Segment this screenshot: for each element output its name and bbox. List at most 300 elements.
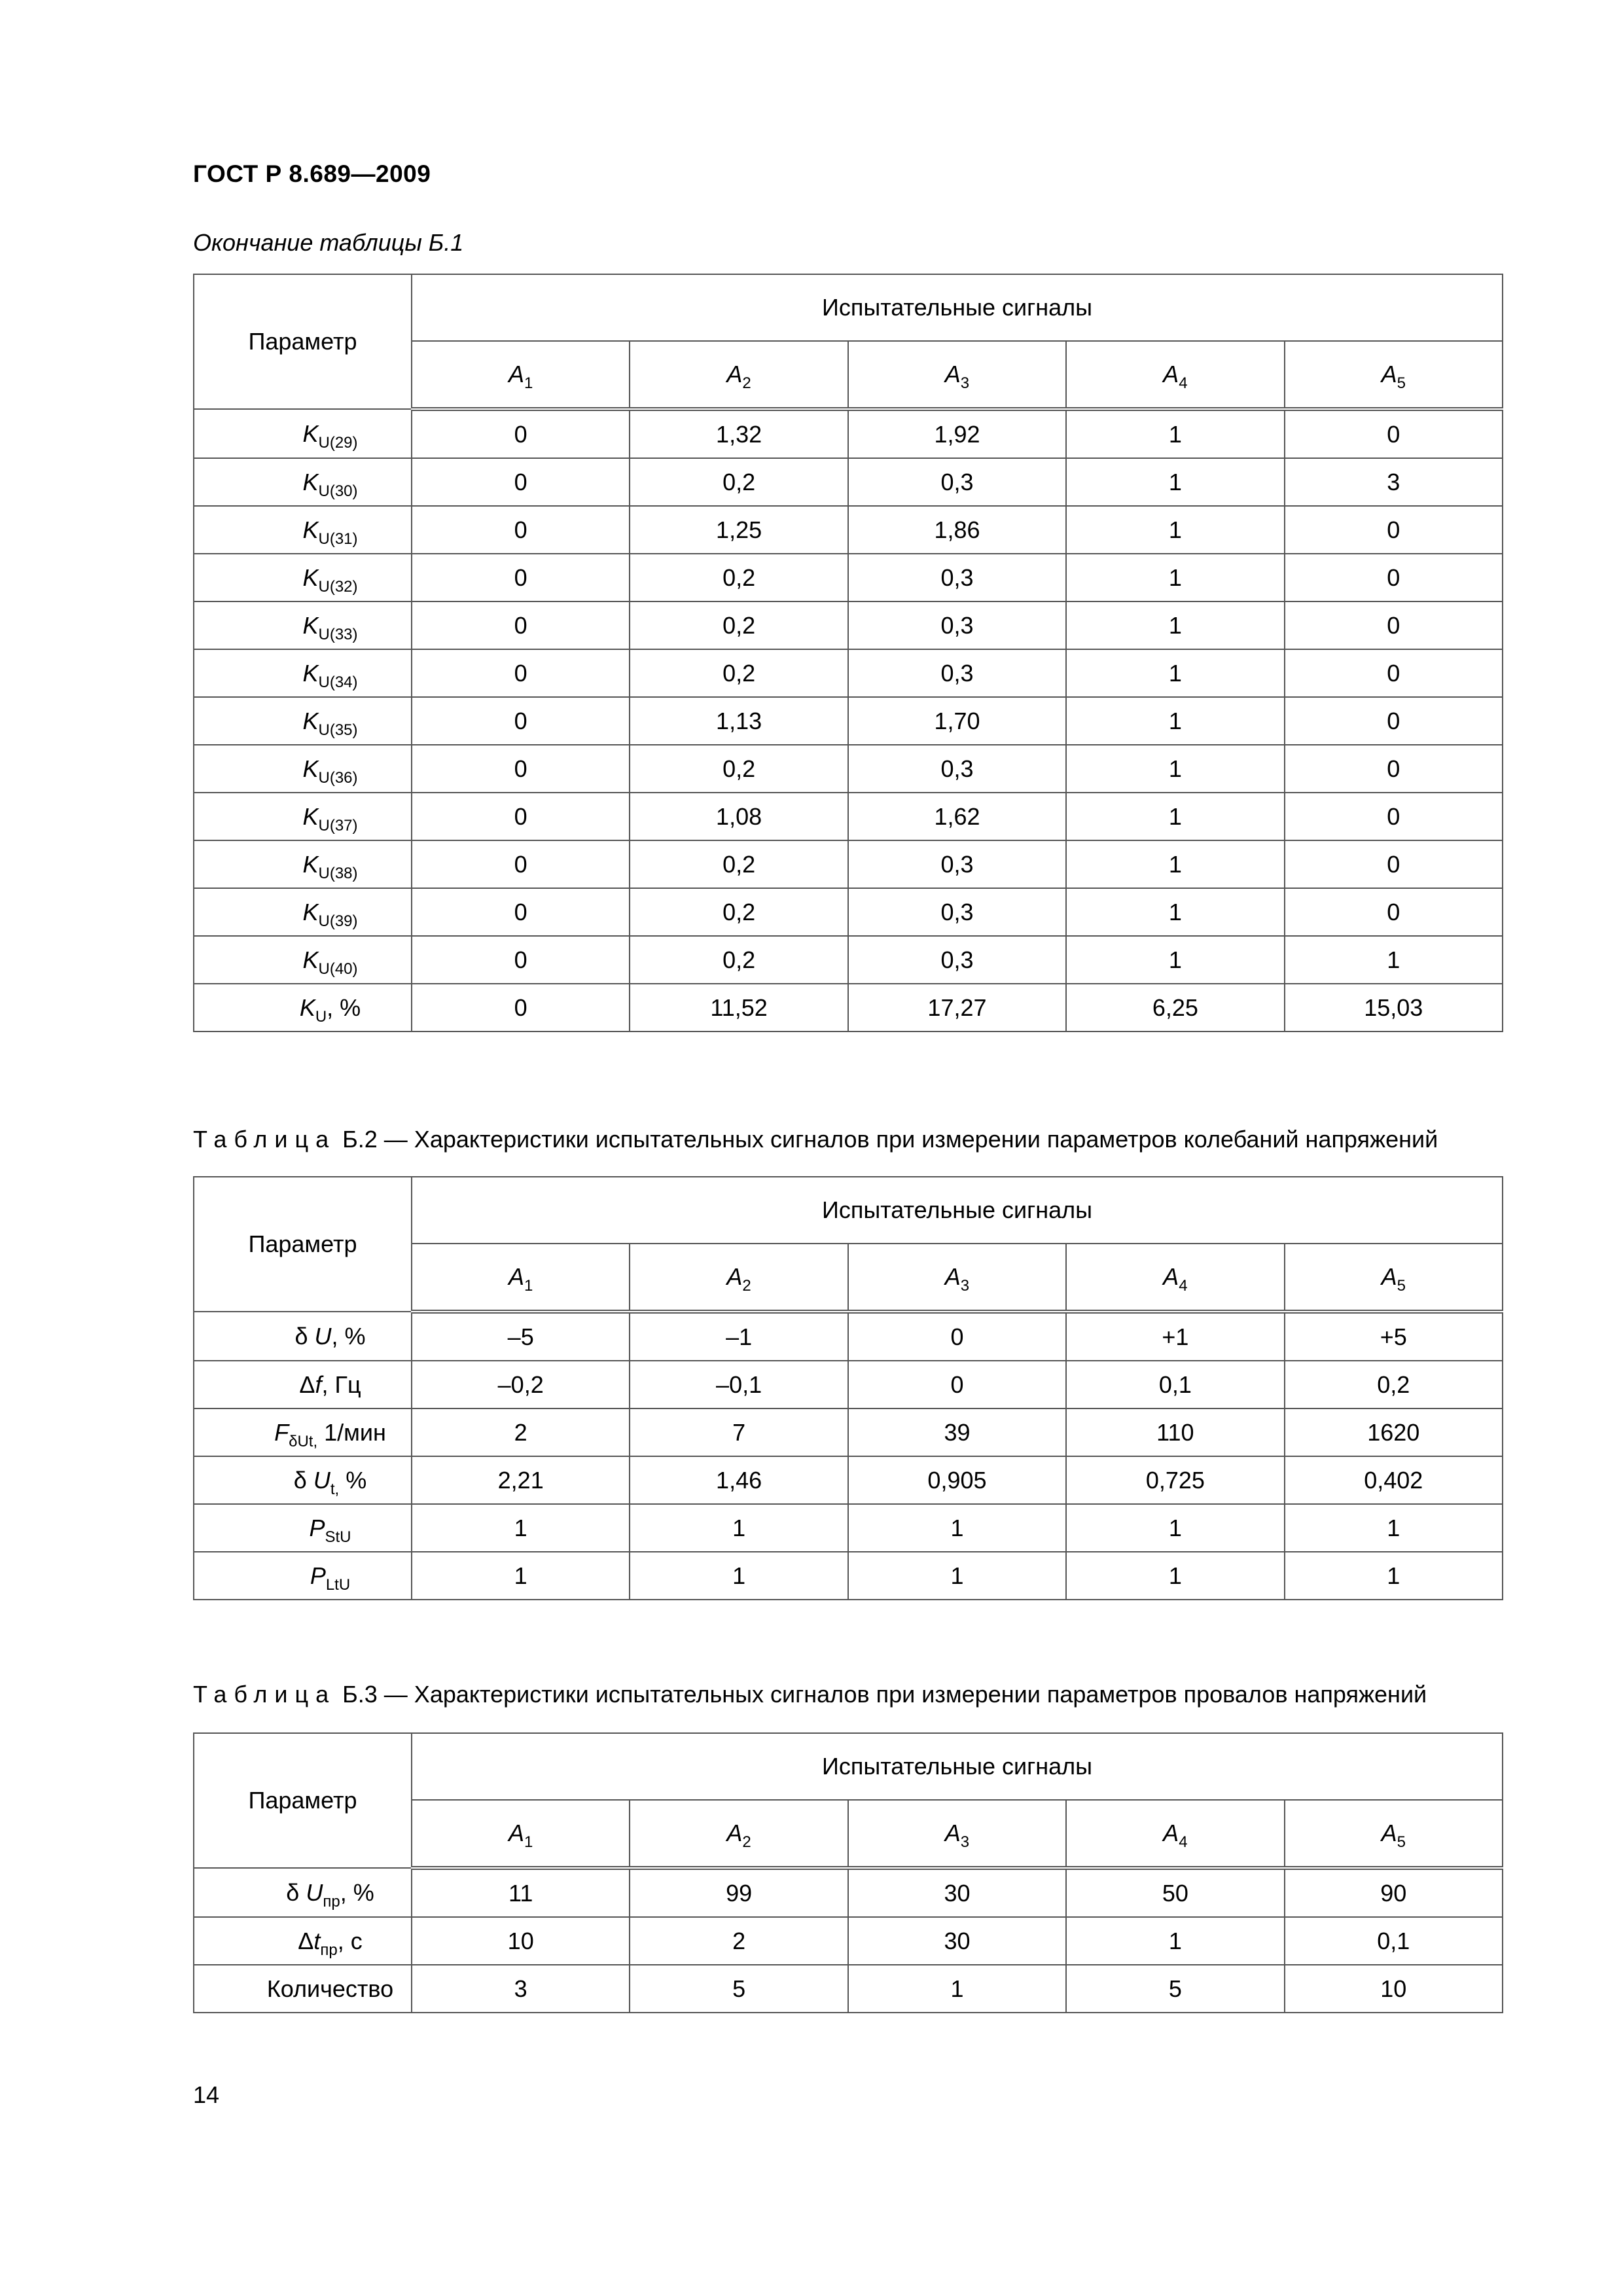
- value-cell: 1: [1066, 888, 1284, 936]
- column-header: [630, 1244, 847, 1312]
- param-symbol: K: [302, 898, 319, 925]
- value-cell: +5: [1285, 1312, 1503, 1361]
- param-symbol: K: [302, 420, 319, 447]
- signal-label: [726, 1263, 751, 1295]
- column-header: [630, 1800, 847, 1868]
- param-symbol: A: [1381, 1263, 1397, 1290]
- param-label: [310, 1562, 351, 1594]
- param-prefix: δ: [286, 1878, 306, 1906]
- param-suffix: , Гц: [321, 1371, 361, 1398]
- param-header: Параметр: [194, 1733, 412, 1868]
- table-b3: [193, 1732, 1503, 2013]
- value-cell: –5: [412, 1312, 630, 1361]
- signal-label: [1163, 1263, 1188, 1295]
- param-suffix: %: [339, 1466, 367, 1494]
- param-subscript: 4: [1179, 374, 1188, 392]
- header-row: [194, 274, 1503, 341]
- signal-label: [1381, 1820, 1406, 1851]
- value-cell: 2: [630, 1917, 847, 1965]
- param-label: [294, 1323, 365, 1350]
- param-suffix: Количество: [266, 1975, 394, 2002]
- value-cell: 1: [1066, 840, 1284, 888]
- column-header: [1066, 341, 1284, 409]
- value-cell: 1: [412, 1552, 630, 1600]
- param-cell: [194, 1456, 412, 1504]
- param-header: Параметр: [194, 1177, 412, 1312]
- value-cell: 0: [412, 840, 630, 888]
- value-cell: 1: [848, 1552, 1066, 1600]
- param-subscript: U(30): [318, 482, 358, 500]
- param-label: [302, 946, 358, 978]
- param-symbol: A: [508, 1820, 525, 1846]
- group-header: Испытательные сигналы: [412, 1177, 1503, 1244]
- value-cell: 0,725: [1066, 1456, 1284, 1504]
- param-symbol: U: [314, 1322, 332, 1350]
- param-symbol: P: [309, 1514, 325, 1541]
- param-symbol: A: [1381, 361, 1397, 387]
- signal-label: [508, 1820, 533, 1851]
- table-row: [194, 793, 1503, 840]
- value-cell: 1: [1066, 1917, 1284, 1965]
- param-label: [302, 468, 358, 500]
- value-cell: 0,1: [1066, 1361, 1284, 1408]
- table-row: [194, 888, 1503, 936]
- value-cell: 0: [412, 601, 630, 649]
- param-cell: [194, 1965, 412, 2013]
- signal-label: [944, 1263, 970, 1295]
- value-cell: 0,2: [630, 554, 847, 601]
- value-cell: 1,86: [848, 506, 1066, 554]
- param-subscript: 2: [742, 1833, 751, 1851]
- param-label: [293, 1466, 367, 1498]
- value-cell: 0,3: [848, 745, 1066, 793]
- value-cell: 7: [630, 1408, 847, 1456]
- param-subscript: U(38): [318, 864, 358, 882]
- table2-caption: [193, 1126, 1438, 1153]
- value-cell: 3: [1285, 458, 1503, 506]
- param-label: [302, 659, 358, 691]
- signal-label: [1381, 361, 1406, 392]
- value-cell: 0: [412, 409, 630, 458]
- param-label: [299, 1371, 361, 1398]
- value-cell: 0,2: [1285, 1361, 1503, 1408]
- param-subscript: 4: [1179, 1833, 1188, 1851]
- value-cell: 1620: [1285, 1408, 1503, 1456]
- value-cell: 1: [1066, 506, 1284, 554]
- param-subscript: U(35): [318, 721, 358, 739]
- param-cell: [194, 840, 412, 888]
- value-cell: 1: [1066, 649, 1284, 697]
- value-cell: 0: [412, 554, 630, 601]
- column-header: [412, 341, 630, 409]
- param-label: [302, 516, 358, 548]
- document-header: ГОСТ Р 8.689—2009: [193, 160, 431, 187]
- param-subscript: U(37): [318, 816, 358, 834]
- table-row: [194, 984, 1503, 1031]
- param-label: [302, 707, 358, 739]
- value-cell: 50: [1066, 1868, 1284, 1917]
- param-symbol: A: [508, 1263, 525, 1290]
- value-cell: 1,25: [630, 506, 847, 554]
- param-symbol: K: [302, 946, 319, 973]
- column-header: [630, 341, 847, 409]
- param-symbol: U: [313, 1466, 330, 1494]
- param-cell: [194, 1504, 412, 1552]
- param-symbol: A: [726, 361, 743, 387]
- param-label: [302, 898, 358, 930]
- column-header: [1285, 1244, 1503, 1312]
- param-subscript: LtU: [325, 1575, 351, 1594]
- table-row: [194, 554, 1503, 601]
- table-row: [194, 1361, 1503, 1408]
- value-cell: 5: [630, 1965, 847, 2013]
- value-cell: 0,3: [848, 458, 1066, 506]
- signal-label: [944, 1820, 970, 1851]
- value-cell: 0: [1285, 793, 1503, 840]
- value-cell: 1: [1285, 1552, 1503, 1600]
- param-suffix: , %: [331, 1322, 366, 1350]
- value-cell: 1: [1066, 458, 1284, 506]
- value-cell: –0,1: [630, 1361, 847, 1408]
- param-symbol: K: [302, 802, 319, 830]
- table-row: [194, 745, 1503, 793]
- value-cell: 0,3: [848, 554, 1066, 601]
- value-cell: –0,2: [412, 1361, 630, 1408]
- param-cell: [194, 1361, 412, 1408]
- param-label: [302, 802, 358, 834]
- value-cell: 1,92: [848, 409, 1066, 458]
- table-row: [194, 601, 1503, 649]
- value-cell: 0,3: [848, 888, 1066, 936]
- param-cell: [194, 697, 412, 745]
- value-cell: 0: [412, 697, 630, 745]
- param-subscript: 5: [1397, 1833, 1406, 1851]
- value-cell: 1,13: [630, 697, 847, 745]
- param-subscript: пр: [320, 1941, 338, 1959]
- table-row: [194, 1552, 1503, 1600]
- param-symbol: A: [1381, 1820, 1397, 1846]
- param-subscript: 1: [524, 1277, 533, 1295]
- param-label: [302, 611, 358, 643]
- value-cell: 1: [1066, 601, 1284, 649]
- signal-label: [726, 1820, 751, 1851]
- param-label: [274, 1418, 386, 1450]
- param-prefix: Δ: [298, 1927, 314, 1954]
- param-cell: [194, 793, 412, 840]
- param-label: [299, 994, 361, 1026]
- table-row: [194, 1312, 1503, 1361]
- param-subscript: 5: [1397, 374, 1406, 392]
- param-symbol: A: [726, 1263, 743, 1290]
- table-row: [194, 697, 1503, 745]
- value-cell: 0: [848, 1312, 1066, 1361]
- param-cell: [194, 888, 412, 936]
- value-cell: 99: [630, 1868, 847, 1917]
- param-symbol: A: [1163, 1263, 1179, 1290]
- value-cell: 0,2: [630, 936, 847, 984]
- table-row: [194, 458, 1503, 506]
- table2-caption-text: Б.2 — Характеристики испытательных сигналов при измерении параметров колебаний напряжений: [336, 1126, 1438, 1153]
- param-subscript: U(31): [318, 529, 358, 548]
- table-row: [194, 936, 1503, 984]
- param-subscript: t,: [330, 1480, 340, 1498]
- param-symbol: K: [299, 994, 315, 1021]
- value-cell: 1: [1066, 745, 1284, 793]
- param-subscript: U(39): [318, 912, 358, 930]
- value-cell: 1: [1285, 936, 1503, 984]
- value-cell: –1: [630, 1312, 847, 1361]
- column-header: [848, 1800, 1066, 1868]
- value-cell: 10: [412, 1917, 630, 1965]
- value-cell: 0: [412, 888, 630, 936]
- table-row: [194, 1868, 1503, 1917]
- column-header: [1066, 1244, 1284, 1312]
- param-cell: [194, 936, 412, 984]
- param-cell: [194, 745, 412, 793]
- table-row: [194, 506, 1503, 554]
- signal-label: [1163, 1820, 1188, 1851]
- value-cell: 1,46: [630, 1456, 847, 1504]
- value-cell: 1: [1066, 409, 1284, 458]
- value-cell: 15,03: [1285, 984, 1503, 1031]
- param-prefix: δ: [294, 1322, 315, 1350]
- param-cell: [194, 1868, 412, 1917]
- table-row: [194, 1408, 1503, 1456]
- param-subscript: 2: [742, 374, 751, 392]
- param-label: [302, 420, 358, 452]
- param-cell: [194, 554, 412, 601]
- value-cell: 1: [1066, 936, 1284, 984]
- value-cell: 0: [412, 793, 630, 840]
- param-symbol: K: [302, 755, 319, 782]
- value-cell: 90: [1285, 1868, 1503, 1917]
- value-cell: 110: [1066, 1408, 1284, 1456]
- value-cell: 0: [1285, 506, 1503, 554]
- param-symbol: F: [274, 1418, 289, 1446]
- value-cell: 0,2: [630, 840, 847, 888]
- value-cell: 2: [412, 1408, 630, 1456]
- param-cell: [194, 1917, 412, 1965]
- value-cell: 0,3: [848, 601, 1066, 649]
- signal-label: [508, 1263, 533, 1295]
- param-symbol: K: [302, 850, 319, 878]
- param-label: [302, 564, 358, 596]
- param-symbol: A: [944, 361, 961, 387]
- param-symbol: U: [306, 1878, 323, 1906]
- param-cell: [194, 601, 412, 649]
- value-cell: 0: [1285, 409, 1503, 458]
- param-symbol: K: [302, 468, 319, 495]
- param-symbol: A: [1163, 361, 1179, 387]
- param-cell: [194, 649, 412, 697]
- value-cell: 2,21: [412, 1456, 630, 1504]
- param-subscript: U(32): [318, 577, 358, 596]
- param-label: [302, 755, 358, 787]
- param-suffix: , %: [340, 1878, 374, 1906]
- value-cell: 5: [1066, 1965, 1284, 2013]
- signal-label: [726, 361, 751, 392]
- param-subscript: StU: [325, 1528, 351, 1546]
- value-cell: 17,27: [848, 984, 1066, 1031]
- param-label: [267, 1975, 393, 2002]
- value-cell: 1,32: [630, 409, 847, 458]
- value-cell: 1,08: [630, 793, 847, 840]
- signal-label: [1381, 1263, 1406, 1295]
- param-subscript: пр: [323, 1892, 340, 1910]
- value-cell: 1: [1066, 554, 1284, 601]
- param-subscript: 2: [742, 1277, 751, 1295]
- value-cell: 0,2: [630, 745, 847, 793]
- value-cell: 0: [412, 984, 630, 1031]
- param-cell: [194, 458, 412, 506]
- value-cell: 6,25: [1066, 984, 1284, 1031]
- param-subscript: U(34): [318, 673, 358, 691]
- value-cell: +1: [1066, 1312, 1284, 1361]
- value-cell: 0,2: [630, 458, 847, 506]
- value-cell: 0,3: [848, 649, 1066, 697]
- param-symbol: K: [302, 611, 319, 639]
- param-subscript: 3: [960, 374, 970, 392]
- value-cell: 0: [1285, 601, 1503, 649]
- value-cell: 30: [848, 1917, 1066, 1965]
- param-symbol: f: [315, 1371, 322, 1398]
- value-cell: 1: [1066, 1552, 1284, 1600]
- value-cell: 0: [412, 936, 630, 984]
- param-symbol: K: [302, 659, 319, 687]
- value-cell: 39: [848, 1408, 1066, 1456]
- param-suffix: , с: [337, 1927, 363, 1954]
- param-label: [298, 1927, 363, 1959]
- table3-caption-label: Таблица: [193, 1681, 336, 1708]
- param-cell: [194, 984, 412, 1031]
- value-cell: 11,52: [630, 984, 847, 1031]
- column-header: [848, 1244, 1066, 1312]
- header-row: [194, 1177, 1503, 1244]
- param-cell: [194, 409, 412, 458]
- page-number: 14: [193, 2081, 220, 2108]
- value-cell: 0: [1285, 840, 1503, 888]
- value-cell: 0: [1285, 697, 1503, 745]
- value-cell: 0: [412, 458, 630, 506]
- param-label: [286, 1878, 374, 1910]
- param-header: Параметр: [194, 274, 412, 409]
- param-subscript: 3: [960, 1833, 970, 1851]
- value-cell: 0,2: [630, 888, 847, 936]
- value-cell: 0: [412, 745, 630, 793]
- value-cell: 1,70: [848, 697, 1066, 745]
- value-cell: 0: [1285, 554, 1503, 601]
- value-cell: 30: [848, 1868, 1066, 1917]
- value-cell: 0: [412, 649, 630, 697]
- value-cell: 1: [630, 1552, 847, 1600]
- param-symbol: A: [944, 1820, 961, 1846]
- column-header: [412, 1800, 630, 1868]
- value-cell: 1: [1066, 793, 1284, 840]
- param-symbol: K: [302, 564, 319, 591]
- table-row: [194, 1917, 1503, 1965]
- param-cell: [194, 1552, 412, 1600]
- table-row: [194, 649, 1503, 697]
- param-subscript: U: [315, 1007, 327, 1026]
- value-cell: 0,905: [848, 1456, 1066, 1504]
- value-cell: 0,2: [630, 601, 847, 649]
- value-cell: 0,402: [1285, 1456, 1503, 1504]
- param-symbol: K: [302, 516, 319, 543]
- value-cell: 1: [1066, 697, 1284, 745]
- value-cell: 1: [412, 1504, 630, 1552]
- param-subscript: 5: [1397, 1277, 1406, 1295]
- param-symbol: A: [944, 1263, 961, 1290]
- param-subscript: 1: [524, 374, 533, 392]
- param-subscript: δUt,: [289, 1432, 318, 1450]
- value-cell: 1: [848, 1965, 1066, 2013]
- table-row: [194, 1965, 1503, 2013]
- table3-caption-text: Б.3 — Характеристики испытательных сигналов при измерении параметров провалов напряжений: [336, 1681, 1427, 1708]
- value-cell: 10: [1285, 1965, 1503, 2013]
- header-row: [194, 1733, 1503, 1800]
- param-subscript: U(36): [318, 768, 358, 787]
- column-header: [1066, 1800, 1284, 1868]
- value-cell: 11: [412, 1868, 630, 1917]
- param-subscript: 4: [1179, 1277, 1188, 1295]
- value-cell: 0: [1285, 888, 1503, 936]
- param-suffix: 1/мин: [317, 1418, 386, 1446]
- param-subscript: 3: [960, 1277, 970, 1295]
- param-subscript: 1: [524, 1833, 533, 1851]
- signal-label: [508, 361, 533, 392]
- table1-caption: Окончание таблицы Б.1: [193, 229, 464, 256]
- param-cell: [194, 506, 412, 554]
- param-symbol: K: [302, 707, 319, 734]
- param-subscript: U(33): [318, 625, 358, 643]
- param-suffix: , %: [327, 994, 361, 1021]
- value-cell: 0,1: [1285, 1917, 1503, 1965]
- value-cell: 0,3: [848, 936, 1066, 984]
- table-row: [194, 1504, 1503, 1552]
- column-header: [412, 1244, 630, 1312]
- value-cell: 1: [630, 1504, 847, 1552]
- table3-caption: [193, 1681, 1427, 1708]
- param-label: [309, 1514, 351, 1546]
- signal-label: [944, 361, 970, 392]
- param-cell: [194, 1408, 412, 1456]
- signal-label: [1163, 361, 1188, 392]
- value-cell: 0: [848, 1361, 1066, 1408]
- value-cell: 3: [412, 1965, 630, 2013]
- param-symbol: P: [310, 1562, 326, 1589]
- table-b2: [193, 1176, 1503, 1600]
- param-cell: [194, 1312, 412, 1361]
- param-subscript: U(29): [318, 433, 358, 452]
- column-header: [1285, 341, 1503, 409]
- table2-caption-label: Таблица: [193, 1126, 336, 1153]
- group-header: Испытательные сигналы: [412, 274, 1503, 341]
- param-prefix: Δ: [299, 1371, 315, 1398]
- table-row: [194, 840, 1503, 888]
- param-symbol: A: [1163, 1820, 1179, 1846]
- param-label: [302, 850, 358, 882]
- table-row: [194, 409, 1503, 458]
- table-row: [194, 1456, 1503, 1504]
- param-symbol: t: [313, 1927, 321, 1954]
- value-cell: 1: [1066, 1504, 1284, 1552]
- param-subscript: U(40): [318, 960, 358, 978]
- param-symbol: A: [726, 1820, 743, 1846]
- param-prefix: δ: [293, 1466, 313, 1494]
- value-cell: 1,62: [848, 793, 1066, 840]
- table-b1: [193, 274, 1503, 1032]
- value-cell: 0,3: [848, 840, 1066, 888]
